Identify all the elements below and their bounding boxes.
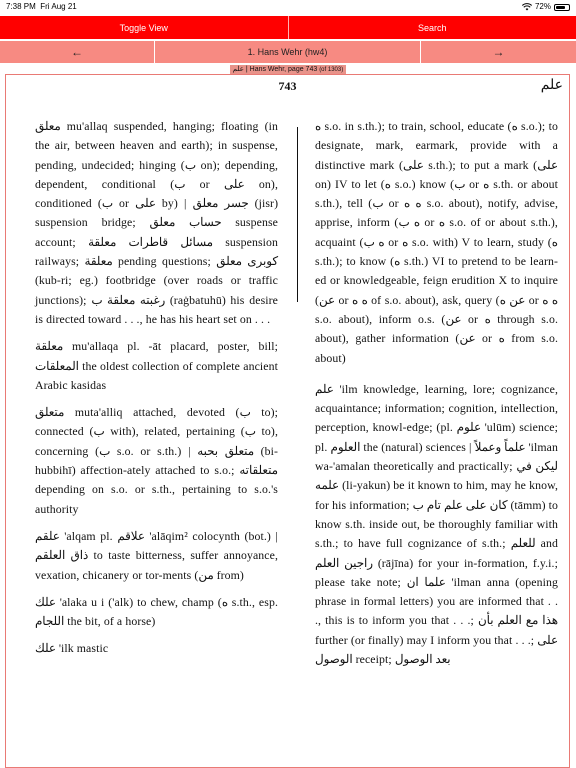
page-header-word: علم bbox=[540, 78, 563, 93]
caption-text: | Hans Wehr, page 743 bbox=[243, 66, 320, 73]
battery-fill bbox=[556, 6, 565, 9]
battery-icon bbox=[554, 4, 570, 11]
status-date: Fri Aug 21 bbox=[40, 2, 77, 11]
right-column bbox=[315, 117, 558, 677]
left-column bbox=[35, 117, 278, 667]
entry: متعلق muta'alliq attached, devoted (ب to); connected (ب with), related, pertaining (ب to), concerning (ب s.o. or s.th.) | متعلق بحبه (bi-hubbihī) affection-ately attached to s.o.; متعلقاته depending on s.o. or s.th., pertaining to s.o.'s authority bbox=[35, 405, 278, 516]
entry: علك 'alaka u i ('alk) to chew, champ (ه s.th., esp. اللجام the bit, of a horse) bbox=[35, 594, 278, 629]
entry: معلق mu'allaq suspended, hanging; floating (in the air, between heaven and earth); in suspense, pending, undecided; hinging (ب on); depending, dependent, conditional (ب or على on), conditioned (ب or على by) | جسر معلق (jisr) suspension bridge; حساب معلق suspense account; مسائل قاطرات معلقة suspension railways; معلقة pending questions; كوبرى معلق (kub-ri; eg.) footbridge (over roads or traffic junctions); رغبته معلقة ب (raġbatuhū) his desire is directed toward . . ., he has his heart set on . . . bbox=[35, 119, 279, 326]
toolbar bbox=[0, 16, 576, 39]
search-button[interactable]: Search bbox=[289, 16, 576, 39]
caption-word: علم bbox=[232, 66, 244, 73]
column-divider bbox=[297, 127, 298, 302]
entry: ه s.o. in s.th.); to train, school, educate (ه s.o.); to designate, mark, earmark, provide with a distinctive mark (على s.th.); to put a mark (على on) IV to let (ه s.o.) know (ب or ه s.th. or about s.th.), tell (ب or ه ه s.o. about), notify, advise, apprise, inform (ه ب or ه s.o. of or about s.th.), acquaint (ه ب or ه s.o. with) V to learn, study (ه s.th.); to know (ه s.th.) VI to pretend to be learn-ed or knowledgeable, feign erudition X to inquire (عن or ه ه of s.o. about), ask, query (عن ه or ه ه s.o. about), inform o.s. (عن or ه through s.o. about), gather information (عن or ه from s.o. about) bbox=[315, 119, 559, 365]
arrow-left-icon: ← bbox=[71, 45, 83, 59]
caption-count: (of 1303) bbox=[319, 67, 344, 73]
wifi-icon bbox=[522, 3, 532, 11]
entry: علم 'ilm knowledge, learning, lore; cognizance, acquaintance; information; cognition, intellection, perception, knowl-edge; (pl. علوم 'ulūm) science; pl. العلوم the (natural) sciences | علماً وعملاً 'ilman wa-'amalan theoretically and practically; ليكن في علمه (li-yakun) be it known to him, may he know, for his information; كان على علم تام ب (tāmm) to know s.th. inside out, be thoroughly familiar with s.th.; to have full cognizance of s.th.; للعلم and راجين العلم (rājīna) for your in-formation, f.y.i.; please take note; علما ان 'ilman anna (opening phrase in formal letters) you are informed that . . ., this is to inform you that . . .; هذا مع العلم بأن further (or finally) may I inform you that . . .; على الوصول receipt; بعد الوصول bbox=[315, 381, 559, 667]
page-number: 743 bbox=[278, 79, 297, 93]
nav-bar bbox=[0, 41, 576, 63]
arrow-right-icon: → bbox=[492, 45, 505, 59]
prev-page-button[interactable] bbox=[0, 41, 155, 63]
battery-percent: 72% bbox=[534, 2, 551, 11]
next-page-button[interactable] bbox=[421, 41, 576, 63]
entry: علقم 'alqam pl. علاقم 'alāqim² colocynth (bot.) | ذاق العلقم to taste bitterness, suffer annoyance, vexation, chicanery or tor-ments (من from) bbox=[35, 528, 279, 582]
dictionary-page[interactable] bbox=[5, 74, 570, 768]
status-time-date bbox=[6, 0, 77, 14]
entry: علك 'ilk mastic bbox=[35, 641, 109, 656]
toggle-view-button[interactable]: Toggle View bbox=[0, 16, 289, 39]
status-bar bbox=[0, 0, 576, 14]
status-time: 7:38 PM bbox=[6, 2, 36, 11]
entry: معلقة mu'allaqa pl. -āt placard, poster, bill; المعلقات the oldest collection of complete ancient Arabic kasidas bbox=[35, 339, 278, 392]
status-right bbox=[522, 0, 570, 14]
page-header bbox=[6, 75, 569, 97]
dictionary-selector[interactable]: 1. Hans Wehr (hw4) bbox=[155, 41, 421, 63]
